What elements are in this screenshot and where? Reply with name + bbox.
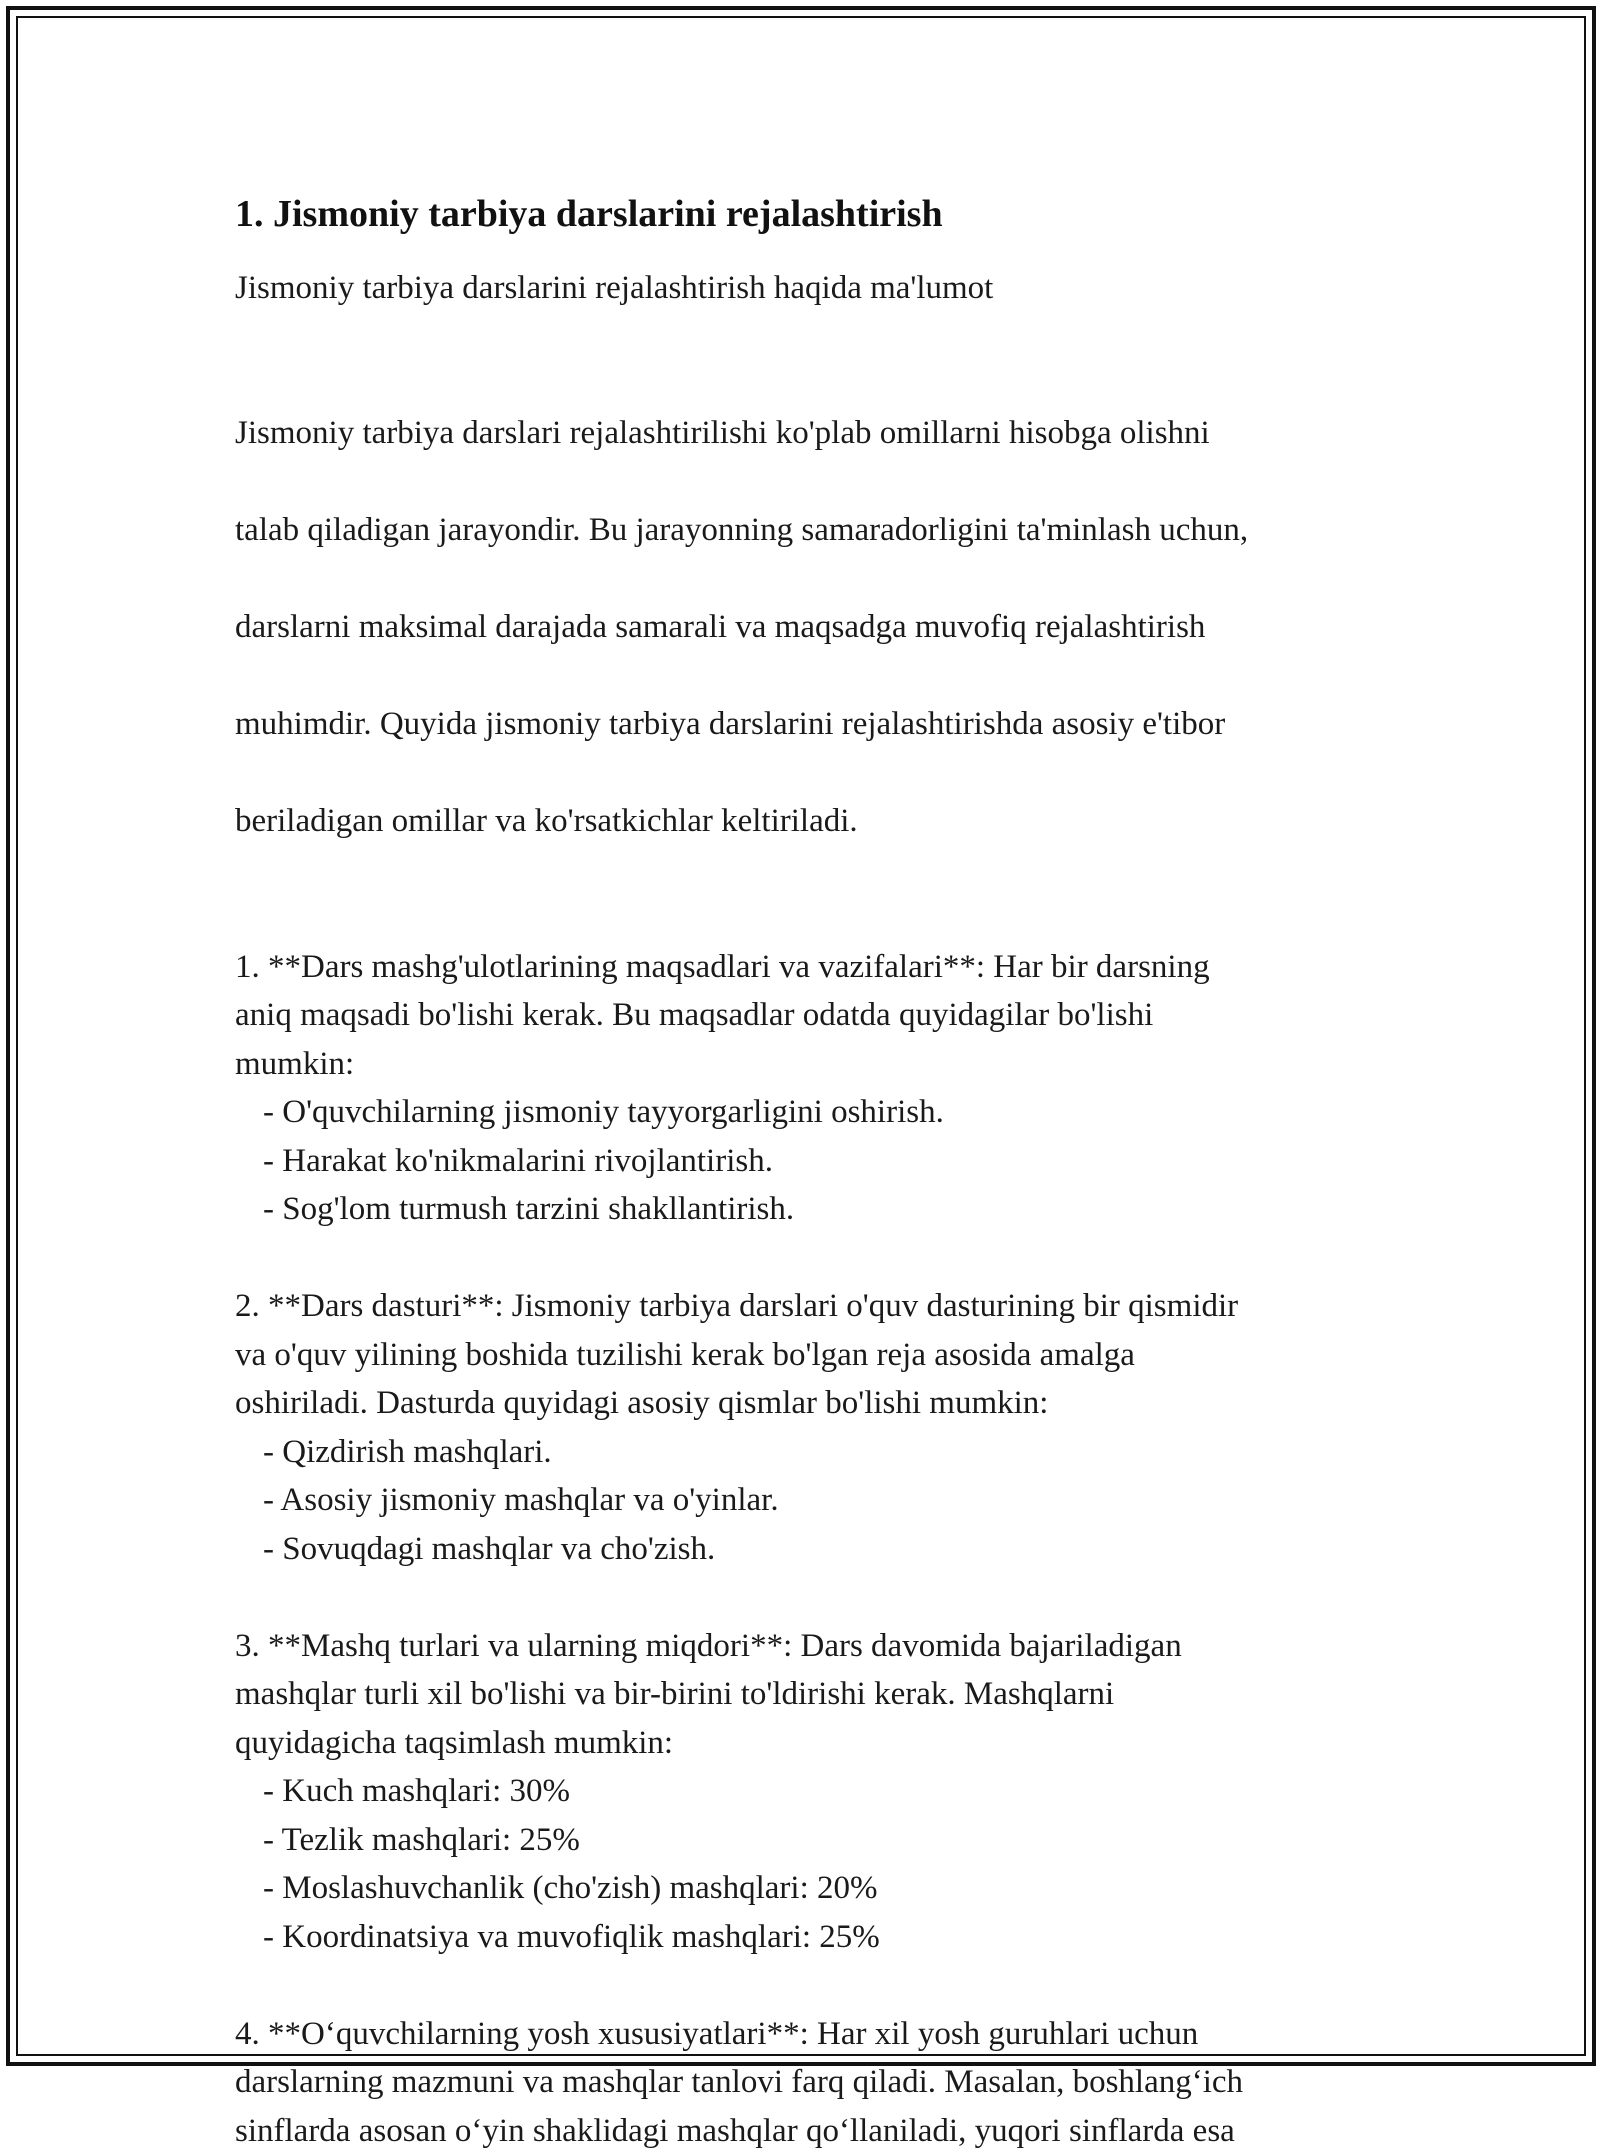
section-age-features — [235, 2010, 1385, 2155]
spacer — [235, 894, 1385, 943]
bullet-item: - Sovuqdagi mashqlar va cho'zish. — [235, 1525, 1385, 1574]
intro-paragraph — [235, 361, 1385, 895]
section-line: quyidagicha taqsimlash mumkin: — [235, 1719, 1385, 1768]
document-subtitle: Jismoniy tarbiya darslarini rejalashtirish haqida ma'lumot — [235, 264, 1385, 312]
section-line: mashqlar turli xil bo'lishi va bir-birini to'ldirishi kerak. Mashqlarni — [235, 1670, 1385, 1719]
section-exercise-types — [235, 1622, 1385, 1962]
spacer — [235, 1573, 1385, 1622]
spacer — [235, 1961, 1385, 2010]
intro-line: beriladigan omillar va ko'rsatkichlar keltiriladi. — [235, 797, 1385, 846]
section-line: sinflarda asosan o‘yin shaklidagi mashqlar qo‘llaniladi, yuqori sinflarda esa — [235, 2107, 1385, 2155]
spacer — [235, 1234, 1385, 1283]
section-line: 2. **Dars dasturi**: Jismoniy tarbiya darslari o'quv dasturining bir qismidir — [235, 1282, 1385, 1331]
spacer — [235, 312, 1385, 361]
bullet-item: - Sog'lom turmush tarzini shakllantirish. — [235, 1185, 1385, 1234]
bullet-item: - Asosiy jismoniy mashqlar va o'yinlar. — [235, 1476, 1385, 1525]
bullet-item: - Moslashuvchanlik (cho'zish) mashqlari: 20% — [235, 1864, 1385, 1913]
bullet-item: - Qizdirish mashqlari. — [235, 1428, 1385, 1477]
document-heading: 1. Jismoniy tarbiya darslarini rejalashtirish — [235, 188, 1385, 240]
section-line: 1. **Dars mashg'ulotlarining maqsadlari va vazifalari**: Har bir darsning — [235, 943, 1385, 992]
section-line: mumkin: — [235, 1040, 1385, 1089]
section-line: oshiriladi. Dasturda quyidagi asosiy qismlar bo'lishi mumkin: — [235, 1379, 1385, 1428]
section-line: 4. **O‘quvchilarning yosh xususiyatlari**: Har xil yosh guruhlari uchun — [235, 2010, 1385, 2059]
bullet-item: - Kuch mashqlari: 30% — [235, 1767, 1385, 1816]
bullet-item: - Koordinatsiya va muvofiqlik mashqlari: 25% — [235, 1913, 1385, 1962]
bullet-item: - Tezlik mashqlari: 25% — [235, 1816, 1385, 1865]
intro-line: talab qiladigan jarayondir. Bu jarayonning samaradorligini ta'minlash uchun, — [235, 506, 1385, 555]
section-line: va o'quv yilining boshida tuzilishi kerak bo'lgan reja asosida amalga — [235, 1331, 1385, 1380]
intro-line: darslarni maksimal darajada samarali va maqsadga muvofiq rejalashtirish — [235, 603, 1385, 652]
bullet-item: - Harakat ko'nikmalarini rivojlantirish. — [235, 1137, 1385, 1186]
section-line: aniq maqsadi bo'lishi kerak. Bu maqsadlar odatda quyidagilar bo'lishi — [235, 991, 1385, 1040]
section-line: darslarning mazmuni va mashqlar tanlovi farq qiladi. Masalan, boshlang‘ich — [235, 2058, 1385, 2107]
intro-line: muhimdir. Quyida jismoniy tarbiya darslarini rejalashtirishda asosiy e'tibor — [235, 700, 1385, 749]
section-program — [235, 1282, 1385, 1573]
intro-line: Jismoniy tarbiya darslari rejalashtirilishi ko'plab omillarni hisobga olishni — [235, 409, 1385, 458]
document-body — [235, 188, 1385, 2155]
bullet-item: - O'quvchilarning jismoniy tayyorgarligini oshirish. — [235, 1088, 1385, 1137]
section-goals — [235, 943, 1385, 1234]
section-line: 3. **Mashq turlari va ularning miqdori**: Dars davomida bajariladigan — [235, 1622, 1385, 1671]
